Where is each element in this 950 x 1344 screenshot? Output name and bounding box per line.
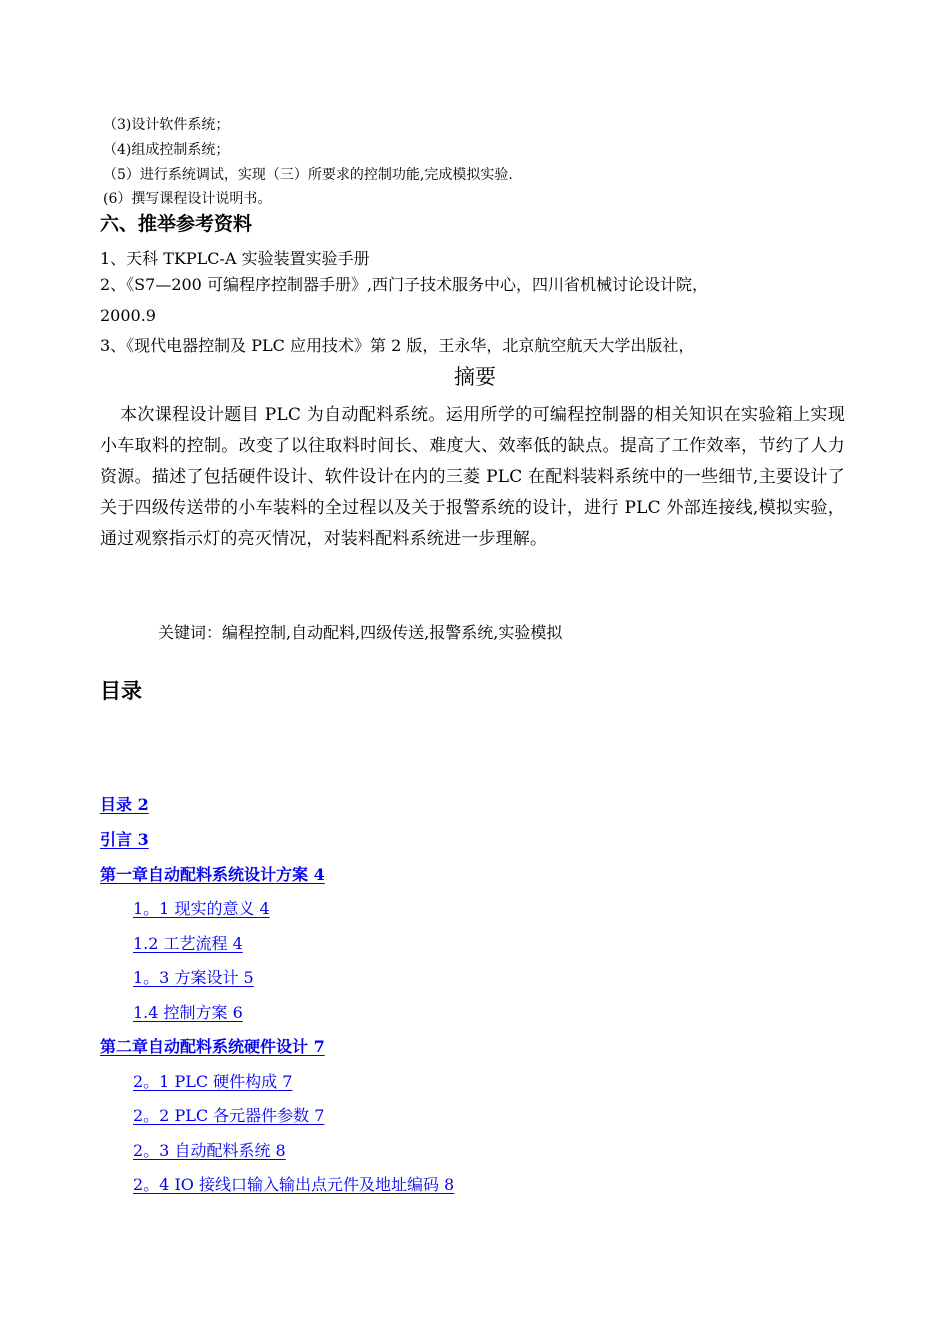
toc-link-contents[interactable]: 目录 2 xyxy=(100,795,149,814)
toc-link-section-1-1[interactable]: 1。1 现实的意义 4 xyxy=(133,899,270,918)
reference-item-3: 3、《现代电器控制及 PLC 应用技术》第 2 版，王永华，北京航空航天大学出版社， xyxy=(100,336,695,355)
toc-link-section-1-2[interactable]: 1.2 工艺流程 4 xyxy=(133,934,243,953)
task-item-3: （3)设计软件系统； xyxy=(103,117,230,133)
references-heading: 六、推举参考资料 xyxy=(100,213,253,235)
toc-link-section-1-4[interactable]: 1.4 控制方案 6 xyxy=(133,1003,243,1022)
toc-title: 目录 xyxy=(100,679,142,703)
reference-item-1: 1、天科 TKPLC-A 实验装置实验手册 xyxy=(100,249,370,268)
reference-item-2-year: 2000.9 xyxy=(100,306,156,325)
toc-link-section-2-3[interactable]: 2。3 自动配料系统 8 xyxy=(133,1141,286,1160)
toc-link-chapter-1[interactable]: 第一章自动配料系统设计方案 4 xyxy=(100,865,325,884)
toc-link-section-1-3[interactable]: 1。3 方案设计 5 xyxy=(133,968,254,987)
task-item-5: （5）进行系统调试，实现（三）所要求的控制功能,完成模拟实验. xyxy=(103,167,513,183)
abstract-keywords: 关键词：编程控制,自动配料,四级传送,报警系统,实验模拟 xyxy=(158,623,563,642)
toc-link-section-2-4[interactable]: 2。4 IO 接线口输入输出点元件及地址编码 8 xyxy=(133,1175,455,1194)
abstract-body: 本次课程设计题目 PLC 为自动配料系统。运用所学的可编程控制器的相关知识在实验箱上实现小车取料的控制。改变了以往取料时间长、难度大、效率低的缺点。提高了工作效率，节约了人力资源。描述了包括硬件设计、软件设计在内的三菱 PLC 在配料装料系统中的一些细节,主要设计了关于四级传送带的小车装料的全过程以及关于报警系统的设计，进行 PLC 外部连接线,模拟实验，通过观察指示灯的亮灭情况，对装料配料系统进一步理解。 xyxy=(100,405,845,549)
toc-link-chapter-2[interactable]: 第二章自动配料系统硬件设计 7 xyxy=(100,1037,325,1056)
task-item-6: (6）撰写课程设计说明书。 xyxy=(103,191,272,207)
abstract-title: 摘要 xyxy=(454,365,496,389)
toc-link-introduction[interactable]: 引言 3 xyxy=(100,830,149,849)
reference-item-2: 2、《S7—200 可编程序控制器手册》,西门子技术服务中心，四川省机械讨论设计院， xyxy=(100,275,709,294)
toc-link-section-2-1[interactable]: 2。1 PLC 硬件构成 7 xyxy=(133,1072,293,1091)
toc-link-section-2-2[interactable]: 2。2 PLC 各元器件参数 7 xyxy=(133,1106,325,1125)
task-item-4: （4)组成控制系统； xyxy=(103,142,230,158)
